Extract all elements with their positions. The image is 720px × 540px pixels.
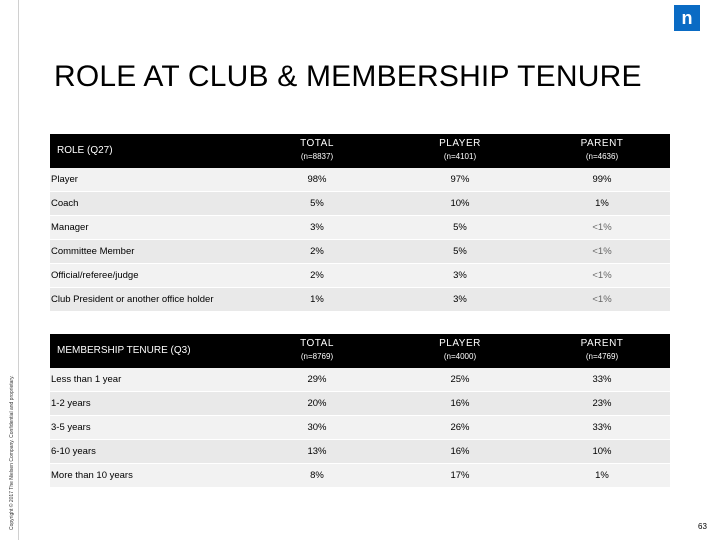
role-table-label: ROLE (Q27) — [57, 145, 113, 156]
row-label: Manager — [51, 222, 89, 233]
cell-player: 16% — [450, 446, 470, 457]
cell-total: 30% — [307, 422, 327, 433]
cell-parent: 99% — [592, 174, 612, 185]
cell-player: 26% — [450, 422, 470, 433]
copyright-notice: Copyright © 2017 The Nielsen Company. Confidential and proprietary. — [9, 375, 15, 530]
role-col-parent — [547, 138, 657, 161]
tenure-col-player — [405, 338, 515, 361]
cell-total: 13% — [307, 446, 327, 457]
row-label: Official/referee/judge — [51, 270, 139, 281]
row-label: Less than 1 year — [51, 374, 122, 385]
table-row — [50, 240, 670, 264]
cell-player: 16% — [450, 398, 470, 409]
column-sample-size: (n=8769) — [300, 352, 334, 361]
cell-player: 3% — [453, 294, 467, 305]
table-row — [50, 416, 670, 440]
table-row — [50, 264, 670, 288]
tenure-table — [50, 334, 670, 488]
row-label: 6-10 years — [51, 446, 96, 457]
row-label: Club President or another office holder — [51, 294, 214, 305]
column-sample-size: (n=4636) — [585, 152, 619, 161]
table-row — [50, 288, 670, 312]
tenure-col-parent — [547, 338, 657, 361]
row-label: More than 10 years — [51, 470, 133, 481]
cell-parent: 1% — [595, 470, 609, 481]
cell-player: 5% — [453, 222, 467, 233]
cell-parent: 1% — [595, 198, 609, 209]
nielsen-logo: n — [674, 5, 700, 31]
cell-parent: 10% — [592, 446, 612, 457]
column-name: PARENT — [580, 138, 624, 149]
row-label: Player — [51, 174, 78, 185]
role-table-header — [50, 134, 670, 168]
row-label: 3-5 years — [51, 422, 91, 433]
column-name: PARENT — [580, 338, 624, 349]
table-row — [50, 368, 670, 392]
page-number: 63 — [698, 522, 707, 531]
column-name: TOTAL — [300, 138, 334, 149]
cell-total: 29% — [307, 374, 327, 385]
role-table — [50, 134, 670, 312]
role-table-rows — [50, 168, 670, 312]
role-col-total — [262, 138, 372, 161]
column-name: PLAYER — [439, 338, 481, 349]
cell-parent: <1% — [592, 270, 612, 281]
cell-player: 25% — [450, 374, 470, 385]
cell-player: 3% — [453, 270, 467, 281]
cell-total: 1% — [310, 294, 324, 305]
cell-parent: 33% — [592, 422, 612, 433]
cell-total: 20% — [307, 398, 327, 409]
cell-player: 10% — [450, 198, 470, 209]
cell-total: 3% — [310, 222, 324, 233]
column-name: TOTAL — [300, 338, 334, 349]
table-row — [50, 168, 670, 192]
column-sample-size: (n=4101) — [443, 152, 477, 161]
cell-parent: <1% — [592, 294, 612, 305]
cell-player: 97% — [450, 174, 470, 185]
column-sample-size: (n=8837) — [300, 152, 334, 161]
cell-total: 98% — [307, 174, 327, 185]
page-title: ROLE AT CLUB & MEMBERSHIP TENURE — [54, 60, 642, 93]
cell-parent: 23% — [592, 398, 612, 409]
tenure-table-rows — [50, 368, 670, 488]
column-name: PLAYER — [439, 138, 481, 149]
row-label: 1-2 years — [51, 398, 91, 409]
cell-parent: <1% — [592, 222, 612, 233]
table-row — [50, 440, 670, 464]
cell-player: 17% — [450, 470, 470, 481]
table-row — [50, 192, 670, 216]
tenure-table-header — [50, 334, 670, 368]
row-label: Committee Member — [51, 246, 135, 257]
cell-total: 2% — [310, 270, 324, 281]
table-row — [50, 392, 670, 416]
table-row — [50, 464, 670, 488]
tenure-col-total — [262, 338, 372, 361]
role-col-player — [405, 138, 515, 161]
row-label: Coach — [51, 198, 79, 209]
cell-total: 8% — [310, 470, 324, 481]
cell-total: 5% — [310, 198, 324, 209]
table-row — [50, 216, 670, 240]
column-sample-size: (n=4769) — [585, 352, 619, 361]
cell-parent: <1% — [592, 246, 612, 257]
cell-player: 5% — [453, 246, 467, 257]
cell-parent: 33% — [592, 374, 612, 385]
cell-total: 2% — [310, 246, 324, 257]
column-sample-size: (n=4000) — [443, 352, 477, 361]
tenure-table-label: MEMBERSHIP TENURE (Q3) — [57, 345, 191, 356]
